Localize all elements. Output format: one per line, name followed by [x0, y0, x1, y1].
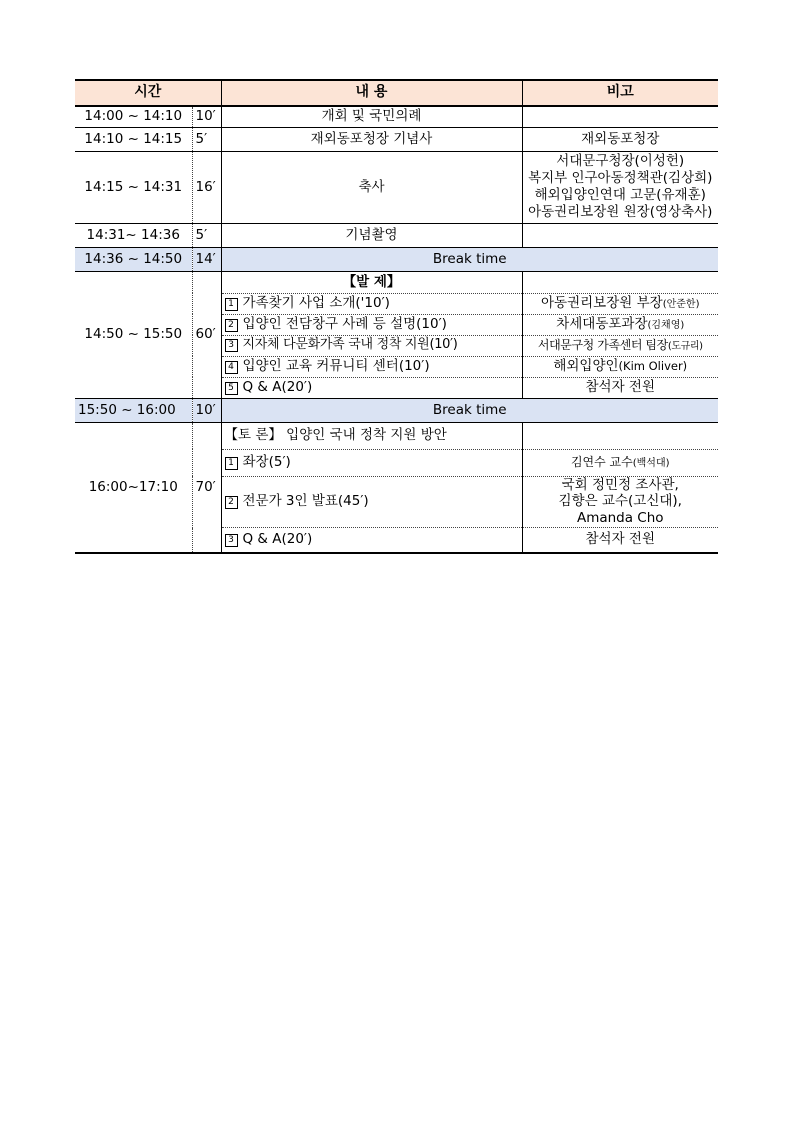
note-text: 아동권리보장원 부장: [541, 295, 663, 312]
item-number: 3: [225, 534, 238, 547]
section-heading: 【토 론】 입양인 국내 정착 지원 방안: [221, 422, 522, 449]
duration-cell: 10′: [192, 106, 221, 127]
note-cell: [522, 106, 718, 127]
header-row: [75, 80, 718, 106]
note-text: 김연수 교수: [570, 454, 633, 469]
content-cell: 개회 및 국민의례: [221, 106, 522, 127]
item-text: 전문가 3인 발표(45′): [242, 493, 369, 510]
item-cell: [221, 314, 522, 335]
break-row: [75, 247, 718, 271]
note-cell: [522, 449, 718, 476]
header-time: 시간: [75, 80, 221, 106]
item-number: 4: [225, 361, 238, 374]
break-row: [75, 398, 718, 422]
duration-cell: 16′: [192, 151, 221, 223]
note-cell: 재외동포청장: [522, 127, 718, 151]
header-note: 비고: [522, 80, 718, 106]
item-number: 2: [225, 496, 238, 509]
note-line: 국회 정민정 조사관,: [561, 476, 679, 493]
item-cell: [221, 476, 522, 528]
note-text: 차세대동포과장: [556, 316, 648, 333]
item-number: 2: [225, 319, 238, 332]
item-number: 3: [225, 339, 238, 352]
content-cell: 축사: [221, 151, 522, 223]
duration-cell: 70′: [192, 422, 221, 553]
time-cell: 16:00~17:10: [75, 422, 192, 553]
break-label: Break time: [221, 247, 718, 271]
note-cell: [522, 223, 718, 247]
note-cell: [522, 356, 718, 377]
table-row: [75, 223, 718, 247]
duration-cell: 5′: [192, 127, 221, 151]
time-cell: 14:50 ~ 15:50: [75, 271, 192, 398]
duration-cell: 5′: [192, 223, 221, 247]
item-text: 지자체 다문화가족 국내 정착 지원(10′): [242, 337, 458, 353]
table-row: [75, 422, 718, 449]
note-line: 서대문구청장(이성헌): [556, 153, 685, 170]
note-cell: [522, 293, 718, 314]
table-row: [75, 151, 718, 223]
note-cell: [522, 377, 718, 398]
note-cell: [522, 528, 718, 553]
item-cell: [221, 293, 522, 314]
note-sub: (김채영): [647, 320, 685, 332]
note-sub: (도규리): [667, 340, 703, 352]
time-cell: 14:31~ 14:36: [75, 223, 192, 247]
note-cell: [522, 422, 718, 449]
section-heading: 【발 제】: [221, 271, 522, 293]
time-cell: 14:00 ~ 14:10: [75, 106, 192, 127]
time-cell: 14:10 ~ 14:15: [75, 127, 192, 151]
duration-cell: 14′: [192, 247, 221, 271]
schedule-table: [75, 79, 718, 554]
note-text: 참석자 전원: [585, 531, 655, 548]
note-line: 해외입양인연대 고문(유재훈): [534, 187, 706, 203]
duration-cell: 10′: [192, 398, 221, 422]
item-number: 1: [225, 457, 238, 470]
note-cell: [522, 151, 718, 223]
item-cell: [221, 528, 522, 553]
duration-cell: 60′: [192, 271, 221, 398]
item-text: 입양인 전담창구 사례 등 설명(10′): [242, 316, 447, 333]
item-text: 입양인 교육 커뮤니티 센터(10′): [242, 358, 430, 375]
time-cell: 14:36 ~ 14:50: [75, 247, 192, 271]
item-text: Q & A(20′): [242, 531, 313, 548]
item-text: Q & A(20′): [242, 379, 313, 396]
table-row: [75, 106, 718, 127]
note-cell: [522, 271, 718, 293]
note-sub: (백석대): [632, 457, 670, 469]
note-text: 서대문구청 가족센터 팀장: [537, 337, 668, 352]
item-cell: [221, 356, 522, 377]
time-cell: 14:15 ~ 14:31: [75, 151, 192, 223]
item-cell: [221, 335, 522, 356]
break-label: Break time: [221, 398, 718, 422]
table-row: [75, 127, 718, 151]
item-text: 좌장(5′): [242, 454, 291, 471]
note-cell: [522, 314, 718, 335]
header-content: 내 용: [221, 80, 522, 106]
note-sub: (Kim Oliver): [618, 359, 688, 374]
note-cell: [522, 476, 718, 528]
item-number: 1: [225, 298, 238, 311]
note-text: 해외입양인: [553, 358, 619, 375]
content-cell: 재외동포청장 기념사: [221, 127, 522, 151]
note-line: 김향은 교수(고신대),: [558, 493, 682, 510]
item-cell: [221, 449, 522, 476]
item-text: 가족찾기 사업 소개('10′): [242, 295, 390, 312]
note-line: 아동권리보장원 원장(영상축사): [528, 203, 713, 220]
content-cell: 기념촬영: [221, 223, 522, 247]
note-line: 복지부 인구아동정책관(김상희): [528, 170, 713, 187]
note-line: Amanda Cho: [576, 510, 664, 527]
table-row: [75, 271, 718, 293]
note-text: 참석자 전원: [585, 379, 655, 396]
note-sub: (안준한): [662, 299, 700, 311]
item-number: 5: [225, 382, 238, 395]
item-cell: [221, 377, 522, 398]
note-cell: [522, 335, 718, 356]
time-cell: 15:50 ~ 16:00: [75, 398, 192, 422]
